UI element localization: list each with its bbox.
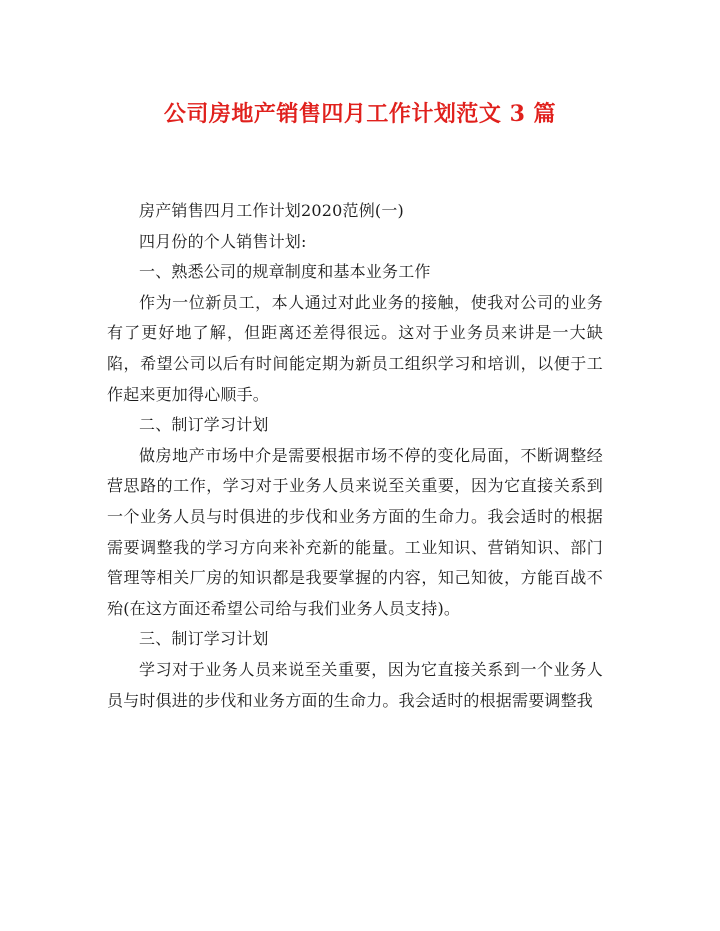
body-paragraph: 作为一位新员工，本人通过对此业务的接触，使我对公司的业务有了更好地了解，但距离还差得很远。这对于业务员来讲是一大缺陷，希望公司以后有时间能定期为新员工组织学习和培训，以便于工作起来更加得心顺手。 — [107, 292, 603, 404]
body-paragraph: 学习对于业务人员来说至关重要，因为它直接关系到一个业务人员与时俱进的步伐和业务方面的生命力。我会适时的根据需要调整我 — [107, 659, 603, 710]
section-heading-one: 一、熟悉公司的规章制度和基本业务工作 — [139, 262, 431, 282]
heading-personal-plan: 四月份的个人销售计划: — [139, 231, 307, 251]
section-heading-two: 二、制订学习计划 — [139, 415, 269, 435]
body-paragraph: 做房地产市场中介是需要根据市场不停的变化局面，不断调整经营思路的工作，学习对于业务人员来说至关重要，因为它直接关系到一个业务人员与时俱进的步伐和业务方面的生命力。我会适时的根据需要调整我的学习方向来补充新的能量。工业知识、营销知识、部门管理等相关厂房的知识都是我要掌握的内容，知己知彼，方能百战不殆(在这方面还希望公司给与我们业务人员支持)。 — [107, 445, 603, 618]
document-body — [107, 196, 603, 716]
document-title: 公司房地产销售四月工作计划范文 3 篇 — [163, 101, 557, 127]
section-heading-three: 三、制订学习计划 — [139, 629, 269, 649]
heading-example-one: 房产销售四月工作计划2020范例(一) — [139, 201, 405, 220]
